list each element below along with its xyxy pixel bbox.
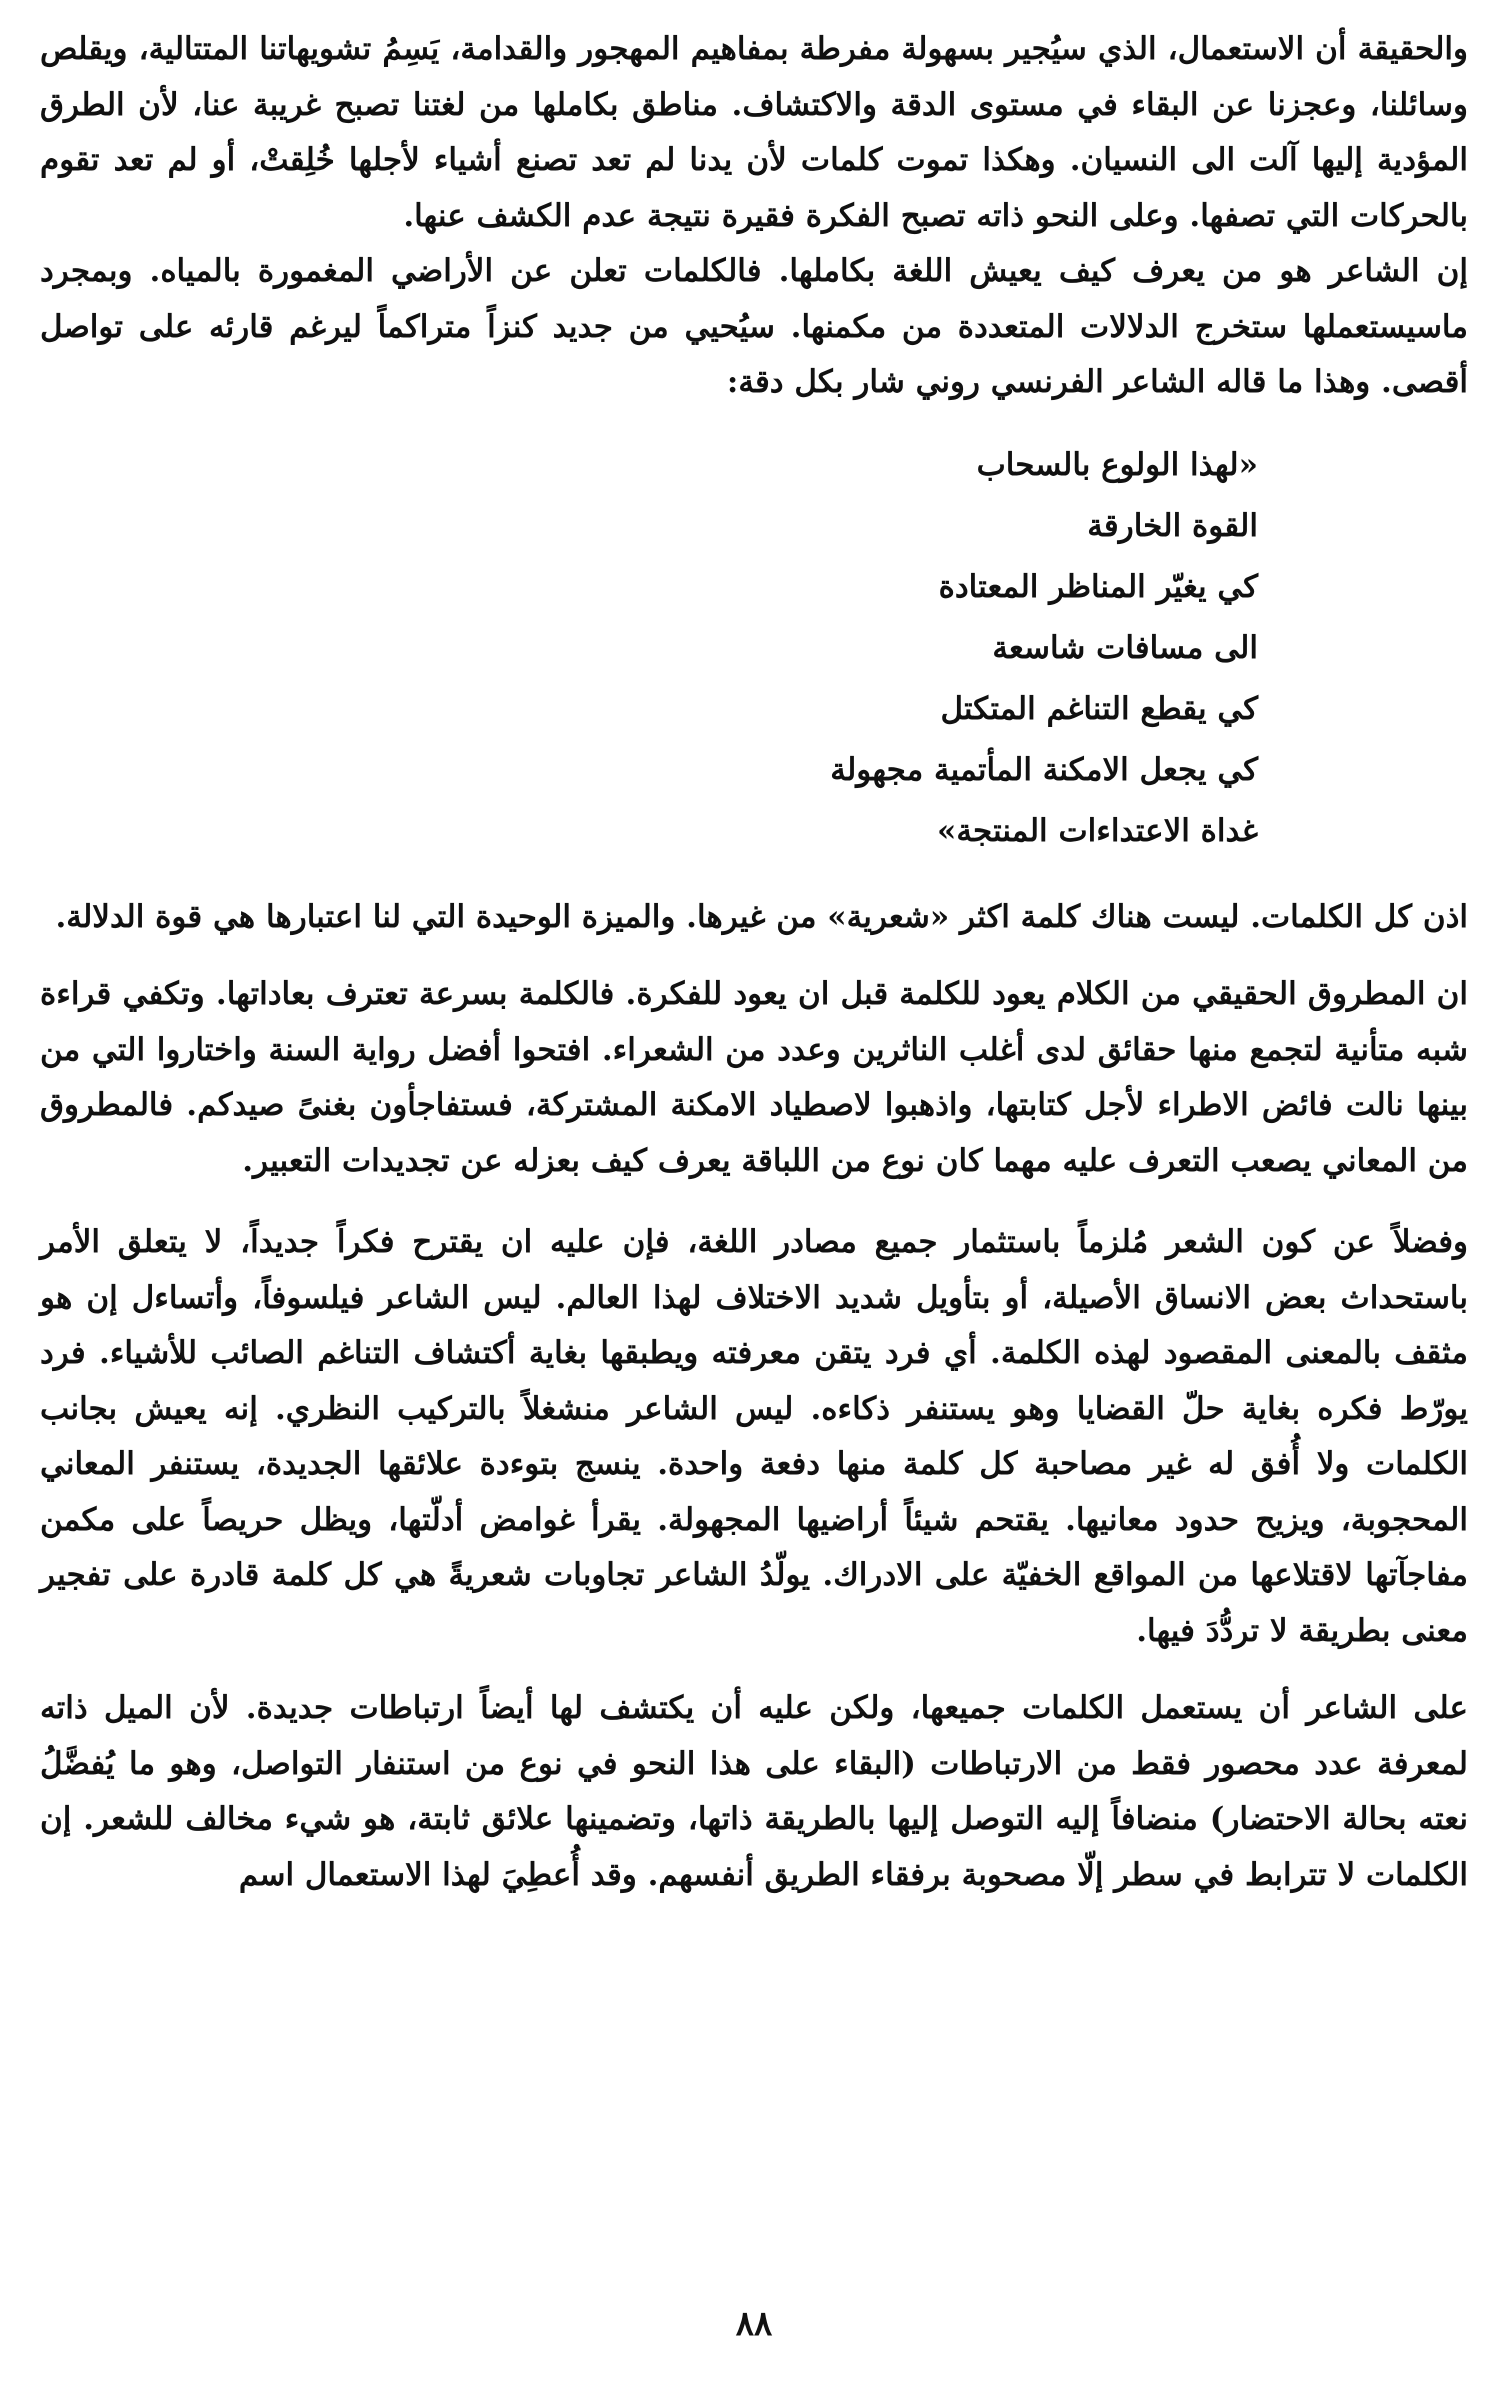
poem-line: كي يغيّر المناظر المعتادة <box>938 568 1258 605</box>
page-number: ٨٨ <box>735 2304 773 2344</box>
paragraph-usage-and-forgetting: والحقيقة أن الاستعمال، الذي سيُجير بسهولة مفرطة بمفاهيم المهجور والقدامة، يَسِمُ تشويهاتنا المتتالية، ويقلص وسائلنا، وعجزنا عن البقاء في مستوى الدقة والاكتشاف. مناطق بكاملها من لغتنا تصبح غريبة عنا، لأن الطرق المؤدية إليها آلت الى النسيان. وهكذا تموت كلمات لأن يدنا لم تعد تصنع أشياء لأجلها خُلِقتْ، أو لم تعد تقوم بالحركات التي تصفها. وعلى النحو ذاته تصبح الفكرة فقيرة نتيجة عدم الكشف عنها. <box>40 31 1468 234</box>
book-page <box>40 22 1468 2392</box>
poem-quote-rene-char <box>40 435 1468 862</box>
poem-line: «لهذا الولوع بالسحاب <box>976 446 1258 483</box>
paragraph-poet-lives-language: إن الشاعر هو من يعرف كيف يعيش اللغة بكاملها. فالكلمات تعلن عن الأراضي المغمورة بالمياه. وبمجرد ماسيستعملها ستخرج الدلالات المتعددة من مكمنها. سيُحيي من جديد كنزاً متراكماً ليرغم قارئه على تواصل أقصى. وهذا ما قاله الشاعر الفرنسي روني شار بكل دقة: <box>40 253 1468 400</box>
poem-line: غداة الاعتداءات المنتجة» <box>936 812 1258 849</box>
paragraph-all-words: اذن كل الكلمات. ليست هناك كلمة اكثر «شعرية» من غيرها. والميزة الوحيدة التي لنا اعتبارها هي قوة الدلالة. <box>55 898 1468 935</box>
poem-line: كي يقطع التناغم المتكتل <box>940 690 1258 727</box>
poem-line: القوة الخارقة <box>1087 507 1258 544</box>
paragraph-commonplace-speech: ان المطروق الحقيقي من الكلام يعود للكلمة قبل ان يعود للفكرة. فالكلمة بسرعة تعترف بعاداتها. وتكفي قراءة شبه متأنية لتجمع منها حقائق لدى أغلب الناثرين وعدد من الشعراء. افتحوا أفضل رواية السنة واختاروا التي من بينها نالت فائض الاطراء لأجل كتابتها، واذهبوا لاصطياد الامكنة المشتركة، فستفاجأون بغنىً صيدكم. فالمطروق من المعاني يصعب التعرف عليه مهما كان نوع من اللباقة يعرف كيف بعزله عن تجديدات التعبير. <box>40 976 1468 1179</box>
poem-line: كي يجعل الامكنة المأتمية مجهولة <box>830 751 1258 788</box>
paragraph-poet-not-philosopher: وفضلاً عن كون الشعر مُلزماً باستثمار جميع مصادر اللغة، فإن عليه ان يقترح فكراً جديداً، لا يتعلق الأمر باستحداث بعض الانساق الأصيلة، أو بتأويل شديد الاختلاف لهذا العالم. ليس الشاعر فيلسوفاً، وأتساءل إن هو مثقف بالمعنى المقصود لهذه الكلمة. أي فرد يتقن معرفته ويطبقها بغاية أكتشاف التناغم الصائب للأشياء. فرد يورّط فكره بغاية حلّ القضايا وهو يستنفر ذكاءه. ليس الشاعر منشغلاً بالتركيب النظري. إنه يعيش بجانب الكلمات ولا أُفق له غير مصاحبة كل كلمة منها دفعة واحدة. ينسج بتوءدة علائقها الجديدة، يستنفر المعاني المحجوبة، ويزيح حدود معانيها. يقتحم شيئاً أراضيها المجهولة. يقرأ غوامض أدلّتها، ويظل حريصاً على مكمن مفاجآتها لاقتلاعها من المواقع الخفيّة على الادراك. يولّدُ الشاعر تجاوبات شعريةً هي كل كلمة قادرة على تفجير معنى بطريقة لا تردُّدَ فيها. <box>40 1224 1468 1649</box>
poem-line: الى مسافات شاسعة <box>992 629 1258 666</box>
paragraph-new-associations: على الشاعر أن يستعمل الكلمات جميعها، ولكن عليه أن يكتشف لها أيضاً ارتباطات جديدة. لأن الميل ذاته لمعرفة عدد محصور فقط من الارتباطات (البقاء على هذا النحو في نوع من استنفار التواصل، وهو ما يُفضَّلُ نعته بحالة الاحتضار) منضافاً إليه التوصل إليها بالطريقة ذاتها، وتضمينها علائق ثابتة، هو شيء مخالف للشعر. إن الكلمات لا تترابط في سطر إلّا مصحوبة برفقاء الطريق أنفسهم. وقد أُعطِيَ لهذا الاستعمال اسم <box>40 1690 1468 1893</box>
